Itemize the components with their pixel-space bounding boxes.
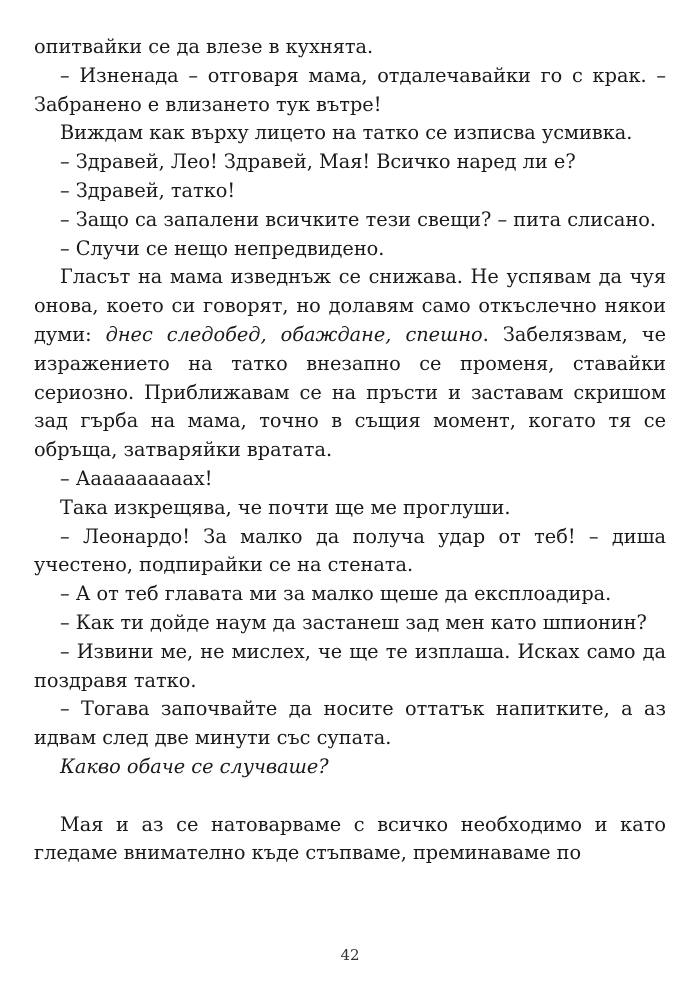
italic-line: Какво обаче се случваше? xyxy=(60,754,329,778)
paragraph: Мая и аз се натоварваме с всичко необходимо и като гледаме внимателно къде стъпваме, преминаваме по xyxy=(34,812,666,865)
paragraph: – Изненада – отговаря мама, отдалечавайки го с крак. – Забранено е влизането тук вътре! xyxy=(34,63,666,116)
paragraph: – Как ти дойде наум да застанеш зад мен като шпионин? xyxy=(60,610,647,634)
paragraph: – Леонардо! За малко да получа удар от теб! – диша учестено, подпирайки се на стената. xyxy=(34,524,666,577)
paragraph-italic xyxy=(34,753,666,782)
paragraph: – Защо са запалени всичките тези свещи? – пита слисано. xyxy=(60,207,656,231)
paragraph: – Тогава започвайте да носите оттатък напитките, а аз идвам след две минути със супата. xyxy=(34,697,666,750)
italic-words: днес следобед, обаждане, спешно xyxy=(105,322,483,346)
paragraph: опитвайки се да влезе в кухнята. xyxy=(34,35,374,58)
paragraph: Така изкрещява, че почти ще ме проглуши. xyxy=(60,495,511,519)
body-text xyxy=(34,33,666,868)
paragraph: – Извини ме, не мислех, че ще те изплаша. Исках само да поздравя татко. xyxy=(34,639,666,692)
paragraph-text-end: . Забелязвам, че изражението на татко внезапно се променя, ставайки сериозно. Приближавам се на пръсти и заставам скришом зад гърба на мама, точно в същия момент, когато тя се обръща, затваряйки вратата. xyxy=(34,322,666,462)
paragraph: – Здравей, Лео! Здравей, Мая! Всичко наред ли е? xyxy=(60,150,576,174)
page-number: 42 xyxy=(340,946,360,964)
paragraph: – Здравей, татко! xyxy=(60,178,236,202)
paragraph: – Аааааааааах! xyxy=(60,466,213,490)
paragraph: – А от теб главата ми за малко щеше да експлоадира. xyxy=(60,582,612,606)
paragraph xyxy=(34,263,666,465)
paragraph-text-start: Гласът на мама изведнъж се снижава. Не успявам да чуя онова, което си говорят, но долавям само откъслечно някои думи: xyxy=(34,265,666,346)
paragraph: Виждам как върху лицето на татко се изписва усмивка. xyxy=(60,121,633,145)
paragraph: – Случи се нещо непредвидено. xyxy=(60,236,385,260)
